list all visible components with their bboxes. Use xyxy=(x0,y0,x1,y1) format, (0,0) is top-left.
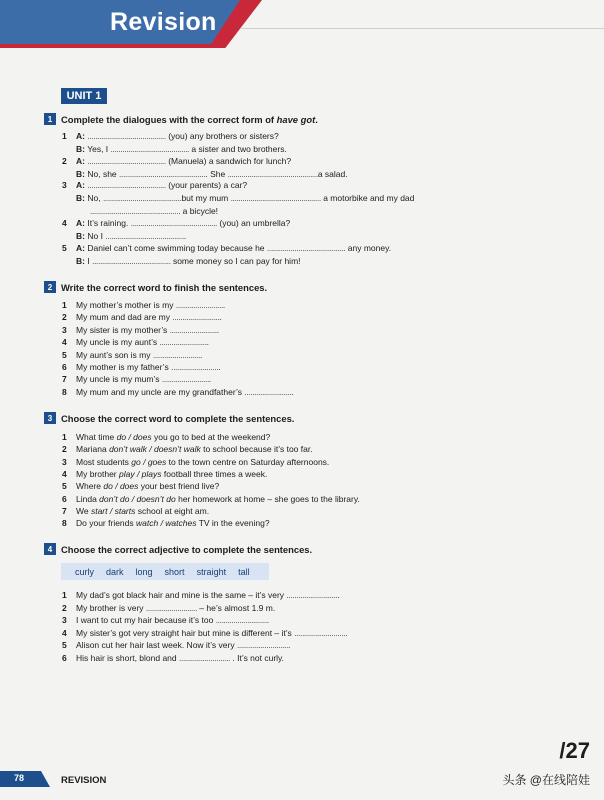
word-choice[interactable]: start / starts xyxy=(90,505,136,516)
answer-blank[interactable]: .......................... xyxy=(236,640,288,651)
divider xyxy=(240,28,604,29)
sentence: His hair is short, blond and .......................... . It’s not curly. xyxy=(76,653,285,663)
answer-blank[interactable]: .......................... xyxy=(179,653,231,663)
sentence: I want to cut my hair because it’s too ........................... xyxy=(76,615,270,626)
word-choice[interactable]: do / does xyxy=(103,481,139,492)
footer-label: REVISION xyxy=(61,775,107,786)
page-number: 78 xyxy=(14,773,25,783)
section-title: Choose the correct word to complete the sentences. xyxy=(61,413,295,424)
word-option: dark xyxy=(106,566,124,577)
dialogue-line-b: B: No, ........................................but my mum .............................................. a motorbike and my dad xyxy=(76,193,415,203)
dialogue-line-b: B: Yes, I ........................................ a sister and two brothers. xyxy=(76,144,287,154)
answer-blank[interactable]: ........................ xyxy=(172,312,220,323)
dialogue-line-a: A: ........................................ (your parents) a car? xyxy=(76,180,248,190)
item-number: 2 xyxy=(62,312,67,323)
answer-blank[interactable]: ........................ xyxy=(175,300,223,310)
answer-blank[interactable]: .............................................. xyxy=(227,169,318,179)
dialogue-line-a: A: Daniel can’t come swimming today because he ........................................ any money. xyxy=(76,243,392,253)
item-number: 1 xyxy=(62,590,67,600)
sentence: Where do / does your best friend live? xyxy=(76,481,220,492)
sentence: My mother is my father’s ......................... xyxy=(76,362,221,372)
answer-blank[interactable]: ........................ xyxy=(171,362,219,372)
sentence: Linda don’t do / doesn’t do her homework at home – she goes to the library. xyxy=(76,493,360,504)
item-number: 7 xyxy=(62,505,67,516)
item-number: 5 xyxy=(62,349,67,360)
section-title: Write the correct word to finish the sentences. xyxy=(61,282,268,293)
section-title: Choose the correct adjective to complete the sentences. xyxy=(61,544,313,555)
item-number: 6 xyxy=(62,362,67,372)
sentence: My sister is my mother’s ......................... xyxy=(76,324,220,335)
item-number: 6 xyxy=(62,653,67,663)
answer-blank[interactable]: ........................ xyxy=(152,349,200,360)
section-number: 4 xyxy=(44,543,56,555)
sentence: What time do / does you go to bed at the weekend? xyxy=(76,432,271,442)
section-number: 2 xyxy=(44,281,56,293)
answer-blank[interactable]: .......................... xyxy=(294,627,346,638)
answer-blank[interactable]: ........................ xyxy=(169,324,217,335)
item-number: 5 xyxy=(62,640,67,651)
word-option: straight xyxy=(196,566,227,577)
answer-blank[interactable]: .............................................. xyxy=(230,193,321,203)
item-number: 3 xyxy=(62,324,67,335)
item-number: 2 xyxy=(62,444,67,455)
footer-page-tab xyxy=(0,771,50,787)
item-number: 4 xyxy=(62,627,67,638)
item-number: 2 xyxy=(62,156,67,166)
word-choice[interactable]: do / does xyxy=(116,432,152,442)
dialogue-line-b: B: No I ......................................... xyxy=(76,231,187,241)
word-box xyxy=(61,563,269,580)
dialogue-line-b-cont: .............................................. a bicycle! xyxy=(90,206,219,216)
item-number: 4 xyxy=(62,468,67,479)
word-option: long xyxy=(135,566,153,577)
word-choice[interactable]: don’t walk / doesn’t walk xyxy=(109,444,201,455)
item-number: 1 xyxy=(62,300,67,310)
item-number: 5 xyxy=(62,243,67,253)
answer-blank[interactable]: ........................................ xyxy=(87,156,166,166)
item-number: 3 xyxy=(62,456,67,467)
answer-blank[interactable]: .......................... xyxy=(145,602,197,613)
answer-blank[interactable]: ........................ xyxy=(244,386,292,397)
watermark: 头条 @在线陪娃 xyxy=(502,773,590,787)
item-number: 3 xyxy=(62,615,67,626)
answer-blank[interactable]: ........................................ xyxy=(266,243,346,253)
sentence: We start / starts school at eight am. xyxy=(76,505,210,516)
word-choice[interactable]: play / plays xyxy=(119,468,162,479)
word-choice[interactable]: watch / watches xyxy=(136,518,197,529)
sentence: My uncle is my aunt’s ......................... xyxy=(76,337,209,348)
word-choice[interactable]: don’t do / doesn’t do xyxy=(99,493,176,504)
sentence: My mum and my uncle are my grandfather’s ......................... xyxy=(76,386,294,397)
answer-blank[interactable]: ............................................ xyxy=(130,218,217,228)
item-number: 6 xyxy=(62,493,67,504)
answer-blank[interactable]: ........................................ xyxy=(92,256,171,266)
dialogue-line-a: A: ........................................ (you) any brothers or sisters? xyxy=(76,131,279,141)
word-option: curly xyxy=(75,566,95,577)
sentence: My sister’s got very straight hair but mine is different – it’s ........................... xyxy=(76,627,348,638)
sentence: Mariana don’t walk / doesn’t walk to school because it’s too far. xyxy=(76,444,313,455)
item-number: 8 xyxy=(62,518,67,529)
unit-badge: UNIT 1 xyxy=(61,88,107,104)
sentence: My brother play / plays football three times a week. xyxy=(76,468,268,479)
answer-blank[interactable]: .......................... xyxy=(215,615,267,626)
answer-blank[interactable]: .......................... xyxy=(286,590,338,600)
answer-blank[interactable]: ........................................ xyxy=(87,180,166,190)
answer-blank[interactable]: ........................................ xyxy=(102,193,182,203)
sentence: My mother’s mother is my ......................... xyxy=(76,300,226,310)
answer-blank[interactable]: .............................................. xyxy=(90,206,181,216)
dialogue-line-a: A: ........................................ (Manuela) a sandwich for lunch? xyxy=(76,156,292,166)
sentence: My mum and dad are my ......................... xyxy=(76,312,222,323)
dialogue-line-a: A: It’s raining. ............................................ (you) an umbrella? xyxy=(76,218,291,228)
section-number: 1 xyxy=(44,113,56,125)
dialogue-line-b: B: No, she ............................................. She ..............................................a salad. xyxy=(76,169,348,179)
sentence: My brother is very .......................... – he’s almost 1.9 m. xyxy=(76,602,276,613)
score-total: /27 xyxy=(559,738,590,763)
sentence: Most students go / goes to the town centre on Saturday afternoons. xyxy=(76,456,330,467)
answer-blank[interactable]: ........................................ xyxy=(105,231,184,241)
answer-blank[interactable]: ........................................ xyxy=(87,131,166,141)
item-number: 8 xyxy=(62,386,67,397)
section-title: Complete the dialogues with the correct form of have got. xyxy=(61,114,318,125)
item-number: 7 xyxy=(62,374,67,385)
item-number: 4 xyxy=(62,218,67,228)
word-option: short xyxy=(164,566,185,577)
item-number: 5 xyxy=(62,481,67,492)
item-number: 3 xyxy=(62,180,67,190)
answer-blank[interactable]: ........................ xyxy=(161,374,209,385)
answer-blank[interactable]: ........................ xyxy=(159,337,207,348)
word-option: tall xyxy=(238,566,250,577)
sentence: My uncle is my mum’s ......................... xyxy=(76,374,212,385)
item-number: 1 xyxy=(62,131,67,141)
sentence: My aunt’s son is my ......................... xyxy=(76,349,203,360)
page-title: Revision xyxy=(110,8,217,36)
sentence: My dad’s got black hair and mine is the same – it’s very ........................... xyxy=(76,590,340,600)
sentence: Do your friends watch / watches TV in the evening? xyxy=(76,518,270,529)
answer-blank[interactable]: ........................................ xyxy=(110,144,189,154)
word-choice[interactable]: go / goes xyxy=(131,456,167,467)
sentence: Alison cut her hair last week. Now it’s very ........................... xyxy=(76,640,291,651)
dialogue-line-b: B: I ........................................ some money so I can pay for him! xyxy=(76,256,301,266)
item-number: 2 xyxy=(62,602,67,613)
item-number: 1 xyxy=(62,432,67,442)
section-number: 3 xyxy=(44,412,56,424)
item-number: 4 xyxy=(62,337,67,348)
answer-blank[interactable]: ............................................ xyxy=(119,169,206,179)
